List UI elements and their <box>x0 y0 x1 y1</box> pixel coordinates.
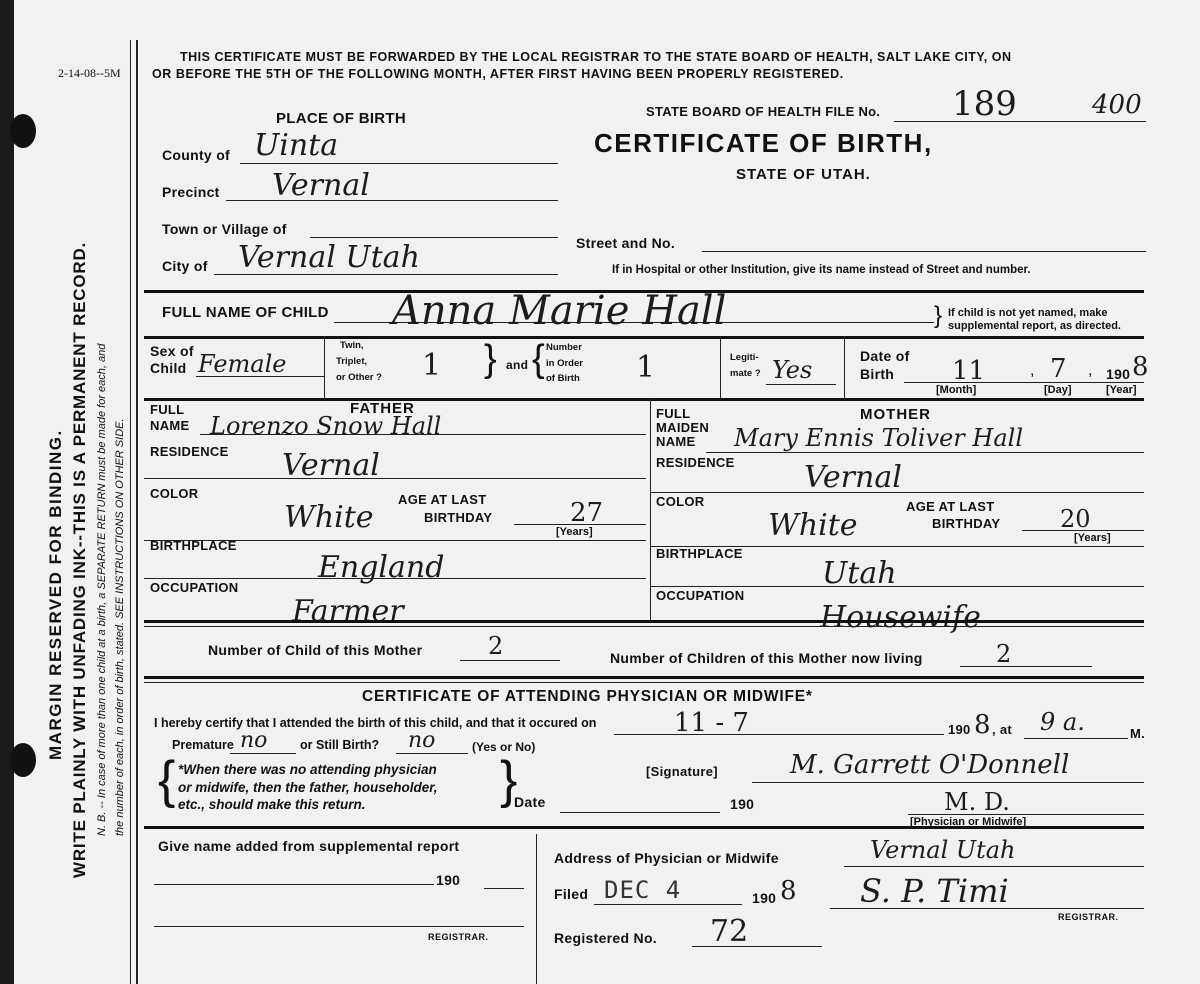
mother-residence-label: RESIDENCE <box>656 455 735 470</box>
living-count-value: 2 <box>996 640 1012 668</box>
order-label-1: Number <box>546 342 582 353</box>
physician-year-suffix: 8 <box>974 710 991 740</box>
mother-residence-value: Vernal <box>804 460 902 495</box>
county-value: Uinta <box>254 128 339 163</box>
signature-value: M. Garrett O'Donnell <box>790 750 1070 780</box>
mother-birthplace-label: BIRTHPLACE <box>656 546 743 561</box>
twin-brace: } <box>484 338 497 380</box>
mother-age-value: 20 <box>1060 505 1091 533</box>
dob-year-label: [Year] <box>1106 384 1137 396</box>
mother-birthplace-value: Utah <box>822 556 897 591</box>
supplemental-line-2 <box>484 888 524 889</box>
mother-age-label-1: AGE AT LAST <box>906 499 995 514</box>
supplemental-registrar: REGISTRAR. <box>428 932 489 942</box>
physician-m: M. <box>1130 726 1146 741</box>
mother-heading: MOTHER <box>860 406 931 423</box>
rule-4b <box>144 626 1144 627</box>
street-line <box>702 251 1146 252</box>
father-age-value: 27 <box>570 498 604 528</box>
margin-note-1: N. B. -- In case of more than one child at a birth, a SEPARATE RETURN must be made for each, and <box>96 343 108 836</box>
father-full-label: FULL <box>150 402 185 417</box>
margin-ink-text: WRITE PLAINLY WITH UNFADING INK--THIS IS A PERMANENT RECORD. <box>70 241 89 878</box>
twin-value: 1 <box>422 348 442 383</box>
child-name-brace: } <box>934 302 943 329</box>
father-residence-line <box>144 478 646 479</box>
father-name-label: NAME <box>150 418 190 433</box>
living-count-label: Number of Children of this Mother now living <box>610 650 923 666</box>
order-label-2: in Order <box>546 358 583 369</box>
rule-3 <box>144 398 1144 401</box>
physician-note-2: or midwife, then the father, householder, <box>178 780 438 795</box>
precinct-value: Vernal <box>272 168 370 203</box>
address-value: Vernal Utah <box>870 836 1016 864</box>
physician-note-3: etc., should make this return. <box>178 797 366 812</box>
file-number: 189 <box>952 84 1017 124</box>
premature-value: no <box>240 728 268 753</box>
supplemental-registrar-line <box>154 926 524 927</box>
physician-date-value: 11 - 7 <box>674 708 749 738</box>
child-note-1: If child is not yet named, make <box>948 307 1108 319</box>
form-code: 2-14-08--5M <box>58 66 121 80</box>
order-label-3: of Birth <box>546 373 580 384</box>
filed-line <box>594 904 742 905</box>
father-color-value: White <box>284 500 374 535</box>
bottom-divider <box>536 834 537 984</box>
physician-time-line <box>1024 738 1128 739</box>
mother-occupation-value: Housewife <box>820 600 981 635</box>
rule-5 <box>144 676 1144 679</box>
filed-label: Filed <box>554 886 589 902</box>
father-age-label-1: AGE AT LAST <box>398 492 487 507</box>
physician-date-line <box>614 734 944 735</box>
file-extra: 400 <box>1092 90 1142 120</box>
father-birthplace-label: BIRTHPLACE <box>150 538 237 553</box>
header-line-1: THIS CERTIFICATE MUST BE FORWARDED BY THE LOCAL REGISTRAR TO THE STATE BOARD OF HEALTH, SALT LAKE CITY, ON <box>180 50 1012 64</box>
twin-label-3: or Other ? <box>336 372 382 383</box>
sex-label-2: Child <box>150 360 187 376</box>
supplemental-line <box>154 884 434 885</box>
physician-time: 9 a. <box>1040 708 1085 736</box>
physician-role-label: [Physician or Midwife] <box>910 816 1027 828</box>
child-count-value: 2 <box>488 632 504 660</box>
precinct-label: Precinct <box>162 184 220 200</box>
city-value: Vernal Utah <box>238 240 420 275</box>
dob-year-prefix: 190 <box>1106 366 1131 382</box>
still-label: or Still Birth? <box>300 738 380 752</box>
city-label: City of <box>162 258 208 274</box>
child-name-label: FULL NAME OF CHILD <box>162 304 329 321</box>
mother-color-value: White <box>768 508 858 543</box>
father-birthplace-line <box>144 578 646 579</box>
county-line <box>240 163 558 164</box>
physician-title: M. D. <box>944 788 1010 816</box>
header-line-2: OR BEFORE THE 5TH OF THE FOLLOWING MONTH, AFTER FIRST HAVING BEEN PROPERLY REGISTERED. <box>152 67 844 81</box>
place-heading: PLACE OF BIRTH <box>276 110 407 127</box>
father-age-label-2: BIRTHDAY <box>424 510 493 525</box>
still-value: no <box>408 728 436 753</box>
address-line <box>844 866 1144 867</box>
legit-line <box>766 384 836 385</box>
physician-date-signed-line <box>560 812 720 813</box>
mother-birthplace-line <box>650 586 1144 587</box>
physician-date-label: Date <box>514 794 546 810</box>
filed-stamp: DEC 4 <box>604 876 682 904</box>
filing-registrar: REGISTRAR. <box>1058 912 1119 922</box>
note-brace-right: } <box>500 751 518 809</box>
binding-rule-2 <box>136 40 138 984</box>
filed-year-suffix: 8 <box>780 876 797 906</box>
father-residence-label: RESIDENCE <box>150 444 229 459</box>
yes-no-label: (Yes or No) <box>472 740 536 754</box>
certificate-title: CERTIFICATE OF BIRTH, <box>594 128 933 158</box>
signature-line <box>752 782 1144 783</box>
county-label: County of <box>162 147 231 163</box>
supplemental-label: Give name added from supplemental report <box>158 838 460 854</box>
file-label: STATE BOARD OF HEALTH FILE No. <box>646 104 881 119</box>
premature-line <box>230 753 296 754</box>
street-label: Street and No. <box>576 235 676 251</box>
legit-value: Yes <box>772 356 813 384</box>
supplemental-year: 190 <box>436 872 461 888</box>
child-note-2: supplemental report, as directed. <box>948 320 1121 332</box>
dob-line <box>904 382 1144 383</box>
birth-certificate <box>14 0 1200 984</box>
order-brace: { <box>532 338 545 380</box>
mother-name-value: Mary Ennis Toliver Hall <box>734 424 1023 452</box>
father-occupation-label: OCCUPATION <box>150 580 239 595</box>
dob-day-label: [Day] <box>1044 384 1072 396</box>
and-label: and <box>506 358 529 372</box>
child-count-label: Number of Child of this Mother <box>208 642 423 658</box>
state-label: STATE OF UTAH. <box>736 166 871 183</box>
rule-6 <box>144 826 1144 829</box>
town-label: Town or Village of <box>162 221 287 237</box>
mother-years-label: [Years] <box>1074 532 1111 544</box>
file-line <box>894 121 1146 122</box>
physician-at: , at <box>992 722 1012 737</box>
physician-year-prefix: 190 <box>948 722 971 737</box>
col-sep-1 <box>324 336 325 398</box>
dob-year-suffix: 8 <box>1132 352 1149 382</box>
dob-label-2: Birth <box>860 366 895 382</box>
dob-label-1: Date of <box>860 348 910 364</box>
col-sep-2 <box>720 336 721 398</box>
father-name-value: Lorenzo Snow Hall <box>210 412 442 440</box>
margin-note-2: the number of each, in order of birth, stated. SEE INSTRUCTIONS ON OTHER SIDE. <box>114 418 126 836</box>
child-name-value: Anna Marie Hall <box>392 288 727 334</box>
order-value: 1 <box>636 350 656 385</box>
dob-comma-1: , <box>1030 362 1035 379</box>
mother-name-label: NAME <box>656 434 696 449</box>
physician-date-year: 190 <box>730 796 755 812</box>
hospital-note: If in Hospital or other Institution, give its name instead of Street and number. <box>612 264 1031 276</box>
father-years-label: [Years] <box>556 526 593 538</box>
dob-month: 11 <box>952 356 986 386</box>
filed-year-prefix: 190 <box>752 890 777 906</box>
note-brace-left: { <box>158 751 176 809</box>
father-residence-value: Vernal <box>282 448 380 483</box>
dob-comma-2: , <box>1088 362 1093 379</box>
mother-name-line <box>706 452 1144 453</box>
rule-2 <box>144 336 1144 339</box>
rule-5b <box>144 682 1144 683</box>
twin-label-1: Twin, <box>340 340 364 351</box>
mother-age-label-2: BIRTHDAY <box>932 516 1001 531</box>
sex-value: Female <box>198 350 287 378</box>
mother-maiden-label: MAIDEN <box>656 420 710 435</box>
margin-binding-text: MARGIN RESERVED FOR BINDING. <box>46 429 65 760</box>
child-count-line <box>460 660 560 661</box>
col-sep-3 <box>844 336 845 398</box>
town-line <box>310 237 558 238</box>
registered-value: 72 <box>710 914 749 949</box>
mother-color-label: COLOR <box>656 494 705 509</box>
mother-occupation-label: OCCUPATION <box>656 588 745 603</box>
sex-label-1: Sex of <box>150 343 194 359</box>
binding-rule <box>130 40 131 984</box>
dob-day: 7 <box>1050 354 1067 384</box>
father-color-label: COLOR <box>150 486 199 501</box>
physician-heading: CERTIFICATE OF ATTENDING PHYSICIAN OR MIDWIFE* <box>362 688 813 705</box>
father-birthplace-value: England <box>318 550 445 585</box>
living-count-line <box>960 666 1092 667</box>
legit-label-2: mate ? <box>730 368 761 379</box>
twin-label-2: Triplet, <box>336 356 368 367</box>
premature-label: Premature <box>172 738 234 752</box>
still-line <box>396 753 468 754</box>
registered-label: Registered No. <box>554 930 657 946</box>
rule-4 <box>144 620 1144 623</box>
father-heading: FATHER <box>350 400 415 417</box>
punch-hole-bottom <box>10 743 36 777</box>
registrar-signature: S. P. Timi <box>860 872 1009 910</box>
punch-hole-top <box>10 114 36 148</box>
legit-label-1: Legiti- <box>730 352 759 363</box>
address-label: Address of Physician or Midwife <box>554 850 779 866</box>
mother-full-label: FULL <box>656 406 691 421</box>
physician-certify: I hereby certify that I attended the birth of this child, and that it occured on <box>154 716 597 730</box>
signature-label: [Signature] <box>646 764 718 779</box>
father-occupation-value: Farmer <box>292 594 404 629</box>
physician-note-1: *When there was no attending physician <box>178 762 437 777</box>
dob-month-label: [Month] <box>936 384 977 396</box>
